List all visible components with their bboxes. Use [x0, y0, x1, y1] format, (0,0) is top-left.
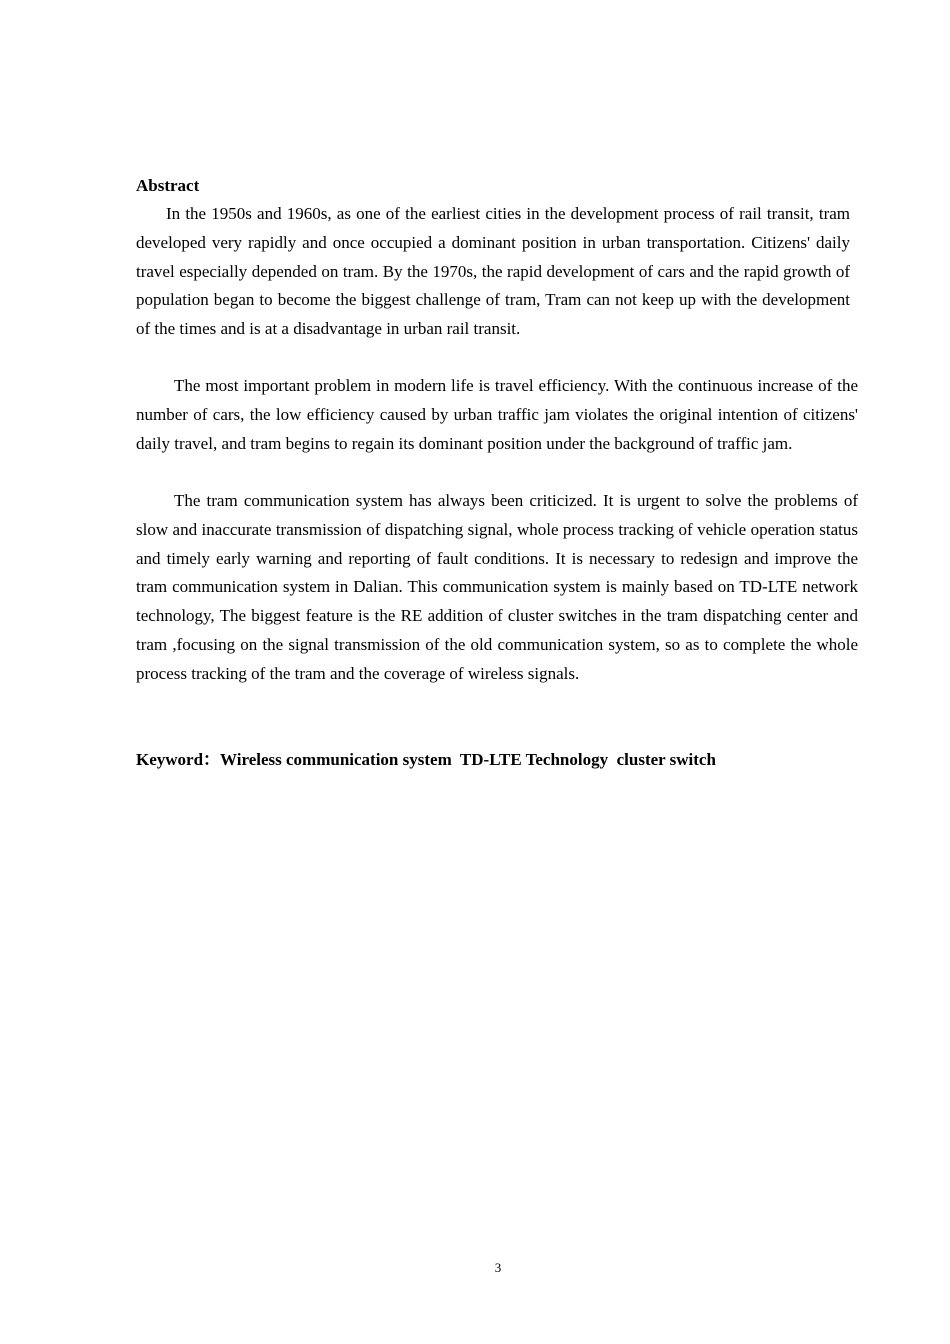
page-number: 3 — [494, 1260, 502, 1275]
abstract-heading: Abstract — [136, 176, 200, 195]
keyword-list: Wireless communication system TD-LTE Technology cluster switch — [220, 750, 716, 769]
keyword-label: Keyword： — [136, 750, 221, 769]
abstract-paragraph-2: The most important problem in modern life is travel efficiency. With the continuous increase of the number of cars, the low efficiency caused by urban traffic jam violates the original intention of citizens' daily travel, and tram begins to regain its dominant position under the background of traffic jam. — [136, 376, 858, 453]
abstract-paragraph-3: The tram communication system has always been criticized. It is urgent to solve the problems of slow and inaccurate transmission of dispatching signal, whole process tracking of vehicle operation status and timely early warning and reporting of fault conditions. It is necessary to redesign and improve the tram communication system in Dalian. This communication system is mainly based on TD-LTE network technology, The biggest feature is the RE addition of cluster switches in the tram dispatching center and tram ,focusing on the signal transmission of the old communication system, so as to complete the whole process tracking of the tram and the coverage of wireless signals. — [136, 491, 858, 683]
keyword-line — [136, 748, 716, 772]
abstract-paragraph-1: In the 1950s and 1960s, as one of the earliest cities in the development process of rail transit, tram developed very rapidly and once occupied a dominant position in urban transportation. Citizens' daily travel especially depended on tram. By the 1970s, the rapid development of cars and the rapid growth of population began to become the biggest challenge of tram, Tram can not keep up with the development of the times and is at a disadvantage in urban rail transit. — [136, 204, 850, 339]
